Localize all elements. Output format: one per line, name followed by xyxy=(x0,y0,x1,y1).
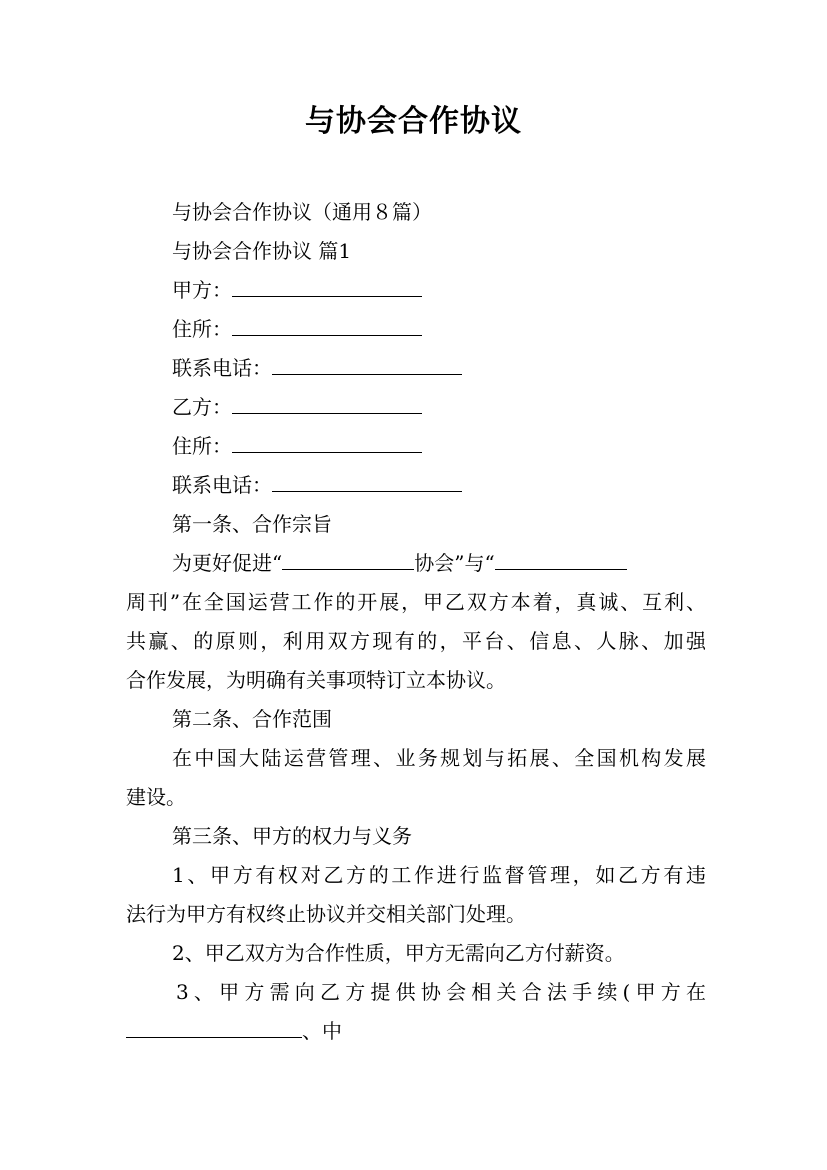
party-b-label: 乙方： xyxy=(172,395,232,419)
document-subtitle: 与协会合作协议（通用８篇） xyxy=(172,200,432,224)
party-b-blank xyxy=(232,393,422,414)
article3-item3-line1: 3、甲方需向乙方提供协会相关合法手续(甲方在 xyxy=(176,980,706,1004)
article1-text-a: 为更好促进“ xyxy=(172,551,283,575)
association-name-blank xyxy=(282,549,414,570)
article3-item1-line2: 法行为甲方有权终止协议并交相关部门处理。 xyxy=(126,902,526,926)
section-heading: 与协会合作协议 篇1 xyxy=(172,239,352,263)
party-a-address-blank xyxy=(232,315,422,336)
party-b-phone-line xyxy=(172,471,752,499)
party-a-address-label: 住所： xyxy=(172,317,232,341)
party-a-phone-blank xyxy=(272,354,462,375)
article3-heading: 第三条、甲方的权力与义务 xyxy=(172,824,412,848)
party-a-label: 甲方： xyxy=(172,278,232,302)
party-b-phone-blank xyxy=(272,471,462,492)
location-blank xyxy=(126,1017,302,1038)
article2-heading: 第二条、合作范围 xyxy=(172,707,332,731)
article3-item2: 2、甲乙双方为合作性质，甲方无需向乙方付薪资。 xyxy=(172,941,625,965)
article3-item3-text-b: 、中 xyxy=(302,1019,342,1043)
party-a-phone-line xyxy=(172,354,752,382)
party-b-address-blank xyxy=(232,432,422,453)
party-a-phone-label: 联系电话： xyxy=(172,356,272,380)
party-b-address-label: 住所： xyxy=(172,434,232,458)
article2-line1: 在中国大陆运营管理、业务规划与拓展、全国机构发展 xyxy=(172,746,706,770)
weekly-name-blank xyxy=(495,549,627,570)
party-a-address-line xyxy=(172,315,752,343)
article3-item1-line1: 1、甲方有权对乙方的工作进行监督管理，如乙方有违 xyxy=(172,863,706,887)
party-a-line xyxy=(172,276,752,304)
article1-line1 xyxy=(172,549,702,577)
article1-text-b: 协会”与“ xyxy=(414,551,495,575)
article1-heading: 第一条、合作宗旨 xyxy=(172,512,332,536)
party-b-phone-label: 联系电话： xyxy=(172,473,272,497)
party-a-blank xyxy=(232,276,422,297)
document-title: 与协会合作协议 xyxy=(305,104,522,139)
article1-line4: 合作发展，为明确有关事项特订立本协议。 xyxy=(126,668,506,692)
article3-item3-line2 xyxy=(126,1017,706,1045)
article2-line2: 建设。 xyxy=(126,785,186,809)
article1-line3: 共赢、的原则，利用双方现有的，平台、信息、人脉、加强 xyxy=(126,629,706,653)
party-b-address-line xyxy=(172,432,752,460)
party-b-line xyxy=(172,393,752,421)
article1-line2: 周刊”在全国运营工作的开展，甲乙双方本着，真诚、互利、 xyxy=(126,590,706,614)
